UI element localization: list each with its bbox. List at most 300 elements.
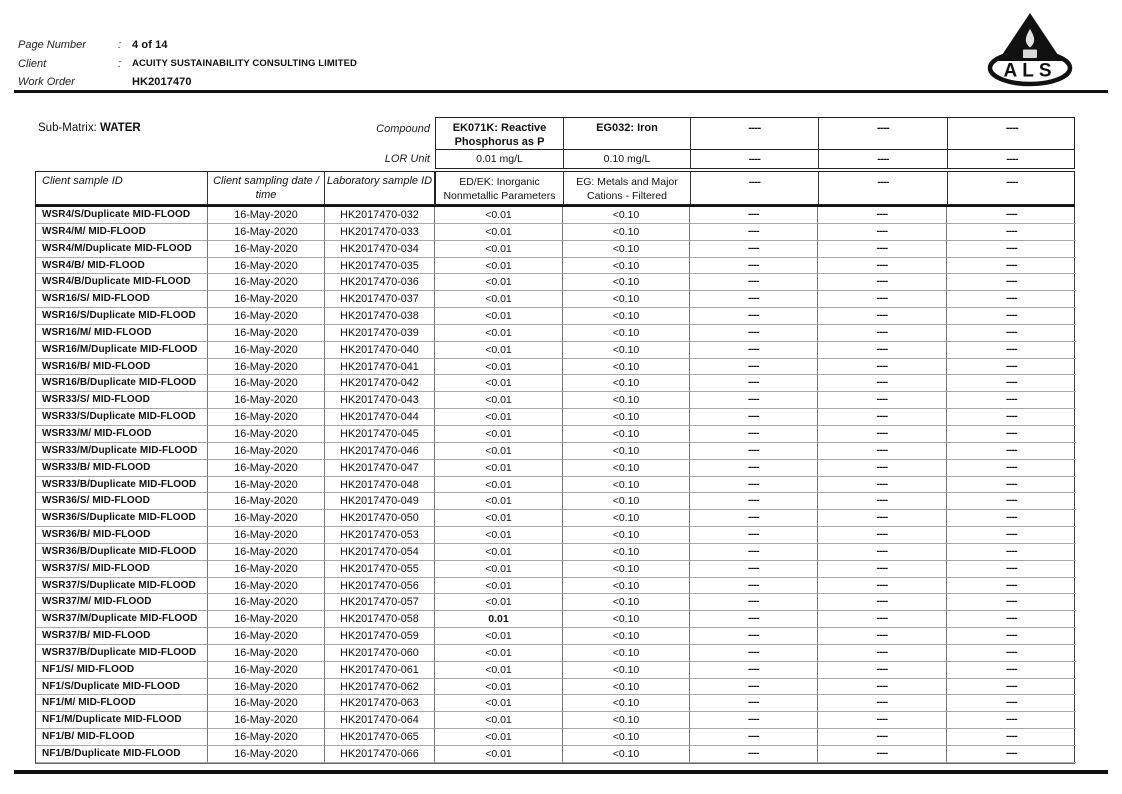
client-colon: : xyxy=(118,57,122,70)
lab-sample-id: HK2017470-037 xyxy=(325,291,435,308)
empty-result: ---- xyxy=(690,729,818,746)
result-value: <0.10 xyxy=(563,392,690,409)
result-value: <0.10 xyxy=(563,409,690,426)
empty-result: ---- xyxy=(690,628,818,645)
result-value: <0.01 xyxy=(435,443,563,460)
result-value: <0.01 xyxy=(435,325,563,342)
sampling-date-header: Client sampling date / time xyxy=(208,172,325,204)
lab-sample-id: HK2017470-056 xyxy=(325,578,435,595)
result-value: <0.10 xyxy=(563,291,690,308)
result-value: <0.10 xyxy=(563,527,690,544)
compound-name: EK071K: Reactive Phosphorus as P xyxy=(436,118,564,149)
empty-result: ---- xyxy=(947,308,1076,325)
empty-result: ---- xyxy=(818,493,947,510)
result-value: <0.01 xyxy=(435,426,563,443)
result-value: <0.01 xyxy=(435,359,563,376)
result-value: <0.10 xyxy=(563,274,690,291)
result-value: <0.01 xyxy=(435,695,563,712)
empty-result: ---- xyxy=(818,578,947,595)
empty-result: ---- xyxy=(690,662,818,679)
empty-result: ---- xyxy=(947,207,1076,224)
empty-result: ---- xyxy=(818,291,947,308)
client-sample-id: WSR16/B/Duplicate MID-FLOOD xyxy=(36,375,208,392)
work-order-row xyxy=(18,73,357,92)
empty-result: ---- xyxy=(818,477,947,494)
client-sample-id: WSR37/B/Duplicate MID-FLOOD xyxy=(36,645,208,662)
sampling-date: 16-May-2020 xyxy=(208,746,325,763)
empty-compound-group: ---- xyxy=(691,172,819,204)
lab-sample-id: HK2017470-036 xyxy=(325,274,435,291)
empty-result: ---- xyxy=(818,207,947,224)
sampling-date: 16-May-2020 xyxy=(208,241,325,258)
sampling-date: 16-May-2020 xyxy=(208,460,325,477)
client-sample-id-header: Client sample ID xyxy=(36,172,208,204)
result-value: <0.10 xyxy=(563,241,690,258)
submatrix-value: WATER xyxy=(100,122,141,134)
compound-name: EG032: Iron xyxy=(564,118,691,149)
empty-result: ---- xyxy=(818,241,947,258)
empty-result: ---- xyxy=(818,392,947,409)
sampling-date: 16-May-2020 xyxy=(208,695,325,712)
client-sample-id: WSR33/B/Duplicate MID-FLOOD xyxy=(36,477,208,494)
client-sample-id: WSR33/S/Duplicate MID-FLOOD xyxy=(36,409,208,426)
result-value: <0.01 xyxy=(435,561,563,578)
result-value: <0.01 xyxy=(435,342,563,359)
empty-result: ---- xyxy=(690,611,818,628)
lab-sample-id: HK2017470-048 xyxy=(325,477,435,494)
result-value: <0.01 xyxy=(435,207,563,224)
result-value: <0.10 xyxy=(563,426,690,443)
sampling-date: 16-May-2020 xyxy=(208,291,325,308)
result-value: <0.01 xyxy=(435,477,563,494)
empty-result: ---- xyxy=(947,375,1076,392)
result-value: <0.01 xyxy=(435,628,563,645)
empty-result: ---- xyxy=(947,342,1076,359)
empty-result: ---- xyxy=(947,561,1076,578)
empty-result: ---- xyxy=(690,695,818,712)
result-value: <0.01 xyxy=(435,308,563,325)
client-sample-id: NF1/B/ MID-FLOOD xyxy=(36,729,208,746)
sampling-date: 16-May-2020 xyxy=(208,594,325,611)
client-sample-id: NF1/M/ MID-FLOOD xyxy=(36,695,208,712)
empty-result: ---- xyxy=(690,325,818,342)
client-sample-id: WSR36/B/ MID-FLOOD xyxy=(36,527,208,544)
result-value: <0.10 xyxy=(563,258,690,275)
empty-result: ---- xyxy=(818,527,947,544)
result-value: <0.01 xyxy=(435,544,563,561)
empty-result: ---- xyxy=(690,460,818,477)
result-value: <0.01 xyxy=(435,291,563,308)
empty-result: ---- xyxy=(947,611,1076,628)
lab-sample-id: HK2017470-038 xyxy=(325,308,435,325)
empty-result: ---- xyxy=(690,207,818,224)
lab-sample-id: HK2017470-054 xyxy=(325,544,435,561)
empty-result: ---- xyxy=(690,392,818,409)
client-sample-id: WSR37/M/ MID-FLOOD xyxy=(36,594,208,611)
sampling-date: 16-May-2020 xyxy=(208,359,325,376)
empty-result: ---- xyxy=(690,561,818,578)
empty-result: ---- xyxy=(947,594,1076,611)
client-sample-id: WSR37/B/ MID-FLOOD xyxy=(36,628,208,645)
empty-compound-name: ---- xyxy=(819,118,948,149)
lab-sample-id: HK2017470-032 xyxy=(325,207,435,224)
result-value: <0.10 xyxy=(563,359,690,376)
empty-result: ---- xyxy=(947,645,1076,662)
result-value: <0.10 xyxy=(563,224,690,241)
sampling-date: 16-May-2020 xyxy=(208,443,325,460)
empty-result: ---- xyxy=(818,443,947,460)
result-value: <0.10 xyxy=(563,325,690,342)
empty-compound-name: ---- xyxy=(691,118,819,149)
client-row xyxy=(18,55,357,74)
empty-result: ---- xyxy=(690,409,818,426)
lab-sample-id: HK2017470-041 xyxy=(325,359,435,376)
empty-result: ---- xyxy=(947,628,1076,645)
empty-result: ---- xyxy=(947,426,1076,443)
client-sample-id: NF1/S/ MID-FLOOD xyxy=(36,662,208,679)
result-value: <0.10 xyxy=(563,342,690,359)
lab-sample-id: HK2017470-065 xyxy=(325,729,435,746)
client-sample-id: WSR33/S/ MID-FLOOD xyxy=(36,392,208,409)
sampling-date: 16-May-2020 xyxy=(208,729,325,746)
lab-sample-id: HK2017470-050 xyxy=(325,510,435,527)
result-value: <0.01 xyxy=(435,224,563,241)
empty-result: ---- xyxy=(947,325,1076,342)
lab-sample-id: HK2017470-059 xyxy=(325,628,435,645)
empty-result: ---- xyxy=(818,409,947,426)
empty-result: ---- xyxy=(818,544,947,561)
empty-result: ---- xyxy=(947,493,1076,510)
sampling-date: 16-May-2020 xyxy=(208,628,325,645)
empty-compound-lor: ---- xyxy=(819,150,948,168)
sampling-date: 16-May-2020 xyxy=(208,611,325,628)
empty-compound-name: ---- xyxy=(1005,122,1019,134)
client-sample-id: NF1/S/Duplicate MID-FLOOD xyxy=(36,679,208,696)
empty-result: ---- xyxy=(818,645,947,662)
empty-result: ---- xyxy=(818,426,947,443)
empty-result: ---- xyxy=(818,594,947,611)
sampling-date: 16-May-2020 xyxy=(208,392,325,409)
client-sample-id: WSR4/M/ MID-FLOOD xyxy=(36,224,208,241)
empty-result: ---- xyxy=(690,308,818,325)
empty-compound-group: ---- xyxy=(1006,176,1018,188)
empty-result: ---- xyxy=(947,392,1076,409)
lab-sample-id-header: Laboratory sample ID xyxy=(326,175,433,187)
client-sample-id: WSR33/B/ MID-FLOOD xyxy=(36,460,208,477)
lab-sample-id: HK2017470-066 xyxy=(325,746,435,763)
sampling-date: 16-May-2020 xyxy=(208,662,325,679)
work-order-value: HK2017470 xyxy=(132,76,192,89)
client-sample-id: WSR33/M/Duplicate MID-FLOOD xyxy=(36,443,208,460)
client-sample-id: WSR36/S/ MID-FLOOD xyxy=(36,493,208,510)
empty-result: ---- xyxy=(947,224,1076,241)
sampling-date: 16-May-2020 xyxy=(208,544,325,561)
empty-result: ---- xyxy=(690,359,818,376)
empty-result: ---- xyxy=(947,527,1076,544)
empty-result: ---- xyxy=(818,274,947,291)
data-grid xyxy=(35,207,1075,764)
sampling-date: 16-May-2020 xyxy=(208,527,325,544)
lab-sample-id: HK2017470-040 xyxy=(325,342,435,359)
empty-compound-lor: ---- xyxy=(691,150,819,168)
compound-header-box xyxy=(435,117,1075,169)
result-value: <0.01 xyxy=(435,409,563,426)
client-label: Client xyxy=(18,57,47,70)
result-value: <0.01 xyxy=(435,493,563,510)
client-sample-id: WSR33/M/ MID-FLOOD xyxy=(36,426,208,443)
lab-sample-id: HK2017470-061 xyxy=(325,662,435,679)
lab-sample-id: HK2017470-044 xyxy=(325,409,435,426)
header-rule xyxy=(14,90,1108,93)
result-value: <0.10 xyxy=(563,578,690,595)
client-sample-id: WSR16/B/ MID-FLOOD xyxy=(36,359,208,376)
lab-sample-id: HK2017470-034 xyxy=(325,241,435,258)
empty-result: ---- xyxy=(690,645,818,662)
client-sample-id: NF1/B/Duplicate MID-FLOOD xyxy=(36,746,208,763)
empty-result: ---- xyxy=(690,578,818,595)
empty-result: ---- xyxy=(818,746,947,763)
client-sample-id: WSR36/B/Duplicate MID-FLOOD xyxy=(36,544,208,561)
result-value: <0.01 xyxy=(435,258,563,275)
result-value: <0.01 xyxy=(435,712,563,729)
client-sample-id: WSR16/M/ MID-FLOOD xyxy=(36,325,208,342)
empty-result: ---- xyxy=(818,510,947,527)
result-value: <0.01 xyxy=(435,460,563,477)
result-value: <0.10 xyxy=(563,695,690,712)
sample-id-header-box xyxy=(35,171,435,205)
compound-lor: 0.01 mg/L xyxy=(436,150,564,168)
compound-lor-row xyxy=(436,150,1074,168)
result-value: <0.01 xyxy=(435,645,563,662)
result-value: <0.01 xyxy=(435,578,563,595)
client-sample-id: WSR4/B/ MID-FLOOD xyxy=(36,258,208,275)
result-value: <0.01 xyxy=(435,729,563,746)
als-logo-icon xyxy=(983,8,1073,88)
report-header-fields xyxy=(18,36,357,92)
empty-result: ---- xyxy=(690,274,818,291)
empty-result: ---- xyxy=(818,695,947,712)
sampling-date: 16-May-2020 xyxy=(208,308,325,325)
compound-label: Compound xyxy=(376,123,430,135)
empty-result: ---- xyxy=(818,359,947,376)
empty-result: ---- xyxy=(818,342,947,359)
empty-result: ---- xyxy=(690,375,818,392)
result-value: <0.10 xyxy=(563,594,690,611)
result-value: <0.01 xyxy=(435,392,563,409)
sampling-date: 16-May-2020 xyxy=(208,342,325,359)
page-number-label: Page Number xyxy=(18,39,86,52)
compound-group-row xyxy=(436,172,1074,204)
result-value: <0.10 xyxy=(563,679,690,696)
empty-result: ---- xyxy=(690,342,818,359)
empty-result: ---- xyxy=(947,510,1076,527)
lab-sample-id: HK2017470-057 xyxy=(325,594,435,611)
result-value: <0.01 xyxy=(435,746,563,763)
empty-result: ---- xyxy=(690,594,818,611)
empty-result: ---- xyxy=(690,426,818,443)
sample-id-header-row xyxy=(36,172,434,204)
empty-result: ---- xyxy=(690,679,818,696)
empty-result: ---- xyxy=(947,477,1076,494)
client-sample-id: WSR16/S/ MID-FLOOD xyxy=(36,291,208,308)
sampling-date: 16-May-2020 xyxy=(208,645,325,662)
sampling-date: 16-May-2020 xyxy=(208,712,325,729)
svg-text:ALS: ALS xyxy=(1003,60,1057,82)
result-value: <0.10 xyxy=(563,628,690,645)
als-logo xyxy=(983,8,1073,93)
compound-group: EG: Metals and Major Cations - Filtered xyxy=(564,172,691,204)
empty-result: ---- xyxy=(818,729,947,746)
client-sample-id: WSR37/S/ MID-FLOOD xyxy=(36,561,208,578)
sampling-date: 16-May-2020 xyxy=(208,224,325,241)
sampling-date: 16-May-2020 xyxy=(208,426,325,443)
empty-result: ---- xyxy=(947,746,1076,763)
client-sample-id: WSR36/S/Duplicate MID-FLOOD xyxy=(36,510,208,527)
lab-sample-id: HK2017470-042 xyxy=(325,375,435,392)
empty-result: ---- xyxy=(947,409,1076,426)
empty-result: ---- xyxy=(947,662,1076,679)
client-sample-id: WSR4/S/Duplicate MID-FLOOD xyxy=(36,207,208,224)
result-value: <0.10 xyxy=(563,443,690,460)
empty-result: ---- xyxy=(818,712,947,729)
result-value: <0.10 xyxy=(563,746,690,763)
empty-result: ---- xyxy=(690,493,818,510)
empty-result: ---- xyxy=(947,544,1076,561)
empty-result: ---- xyxy=(818,460,947,477)
empty-result: ---- xyxy=(818,224,947,241)
result-value: 0.01 xyxy=(435,611,563,628)
empty-result: ---- xyxy=(947,258,1076,275)
result-value: <0.10 xyxy=(563,477,690,494)
empty-result: ---- xyxy=(690,712,818,729)
client-sample-id: NF1/M/Duplicate MID-FLOOD xyxy=(36,712,208,729)
result-value: <0.01 xyxy=(435,662,563,679)
page-number-value: 4 of 14 xyxy=(132,39,168,52)
sampling-date: 16-May-2020 xyxy=(208,375,325,392)
result-value: <0.10 xyxy=(563,544,690,561)
empty-result: ---- xyxy=(947,359,1076,376)
result-value: <0.01 xyxy=(435,527,563,544)
empty-result: ---- xyxy=(947,460,1076,477)
result-value: <0.10 xyxy=(563,375,690,392)
empty-result: ---- xyxy=(690,224,818,241)
lor-unit-label: LOR Unit xyxy=(384,153,430,165)
sampling-date: 16-May-2020 xyxy=(208,578,325,595)
empty-result: ---- xyxy=(947,729,1076,746)
sampling-date: 16-May-2020 xyxy=(208,679,325,696)
sampling-date: 16-May-2020 xyxy=(208,258,325,275)
lab-sample-id: HK2017470-058 xyxy=(325,611,435,628)
empty-result: ---- xyxy=(818,325,947,342)
lab-sample-id: HK2017470-049 xyxy=(325,493,435,510)
empty-result: ---- xyxy=(690,291,818,308)
page-number-colon: : xyxy=(118,39,122,52)
lab-sample-id: HK2017470-039 xyxy=(325,325,435,342)
result-value: <0.10 xyxy=(563,493,690,510)
result-value: <0.01 xyxy=(435,375,563,392)
lab-sample-id: HK2017470-035 xyxy=(325,258,435,275)
result-value: <0.10 xyxy=(563,207,690,224)
lab-sample-id: HK2017470-063 xyxy=(325,695,435,712)
empty-result: ---- xyxy=(947,274,1076,291)
lab-sample-id: HK2017470-055 xyxy=(325,561,435,578)
work-order-label: Work Order xyxy=(18,76,75,89)
client-sample-id: WSR16/S/Duplicate MID-FLOOD xyxy=(36,308,208,325)
empty-result: ---- xyxy=(947,679,1076,696)
sampling-date: 16-May-2020 xyxy=(208,274,325,291)
empty-compound-group: ---- xyxy=(819,172,948,204)
result-value: <0.10 xyxy=(563,561,690,578)
empty-result: ---- xyxy=(818,375,947,392)
result-value: <0.01 xyxy=(435,241,563,258)
lab-sample-id: HK2017470-060 xyxy=(325,645,435,662)
client-sample-id: WSR16/M/Duplicate MID-FLOOD xyxy=(36,342,208,359)
empty-result: ---- xyxy=(690,241,818,258)
result-value: <0.10 xyxy=(563,308,690,325)
result-value: <0.10 xyxy=(563,712,690,729)
sampling-date: 16-May-2020 xyxy=(208,477,325,494)
sampling-date: 16-May-2020 xyxy=(208,409,325,426)
sampling-date: 16-May-2020 xyxy=(208,561,325,578)
lab-sample-id: HK2017470-064 xyxy=(325,712,435,729)
result-value: <0.10 xyxy=(563,645,690,662)
submatrix-label: Sub-Matrix: xyxy=(38,122,97,134)
lab-sample-id: HK2017470-053 xyxy=(325,527,435,544)
empty-result: ---- xyxy=(818,611,947,628)
result-value: <0.01 xyxy=(435,594,563,611)
client-value: ACUITY SUSTAINABILITY CONSULTING LIMITED xyxy=(132,58,357,70)
lab-sample-id: HK2017470-045 xyxy=(325,426,435,443)
method-group-box xyxy=(435,171,1075,205)
empty-result: ---- xyxy=(690,443,818,460)
result-value: <0.01 xyxy=(435,679,563,696)
sampling-date: 16-May-2020 xyxy=(208,325,325,342)
empty-compound-lor: ---- xyxy=(1006,153,1018,165)
page-number-row xyxy=(18,36,357,55)
empty-result: ---- xyxy=(690,746,818,763)
empty-result: ---- xyxy=(690,477,818,494)
submatrix-line xyxy=(38,122,141,134)
empty-result: ---- xyxy=(818,258,947,275)
empty-result: ---- xyxy=(947,443,1076,460)
empty-result: ---- xyxy=(690,258,818,275)
sampling-date: 16-May-2020 xyxy=(208,493,325,510)
compound-group: ED/EK: Inorganic Nonmetallic Parameters xyxy=(436,172,564,204)
compound-name-row xyxy=(436,118,1074,150)
result-value: <0.10 xyxy=(563,510,690,527)
result-value: <0.10 xyxy=(563,460,690,477)
empty-result: ---- xyxy=(818,679,947,696)
result-value: <0.10 xyxy=(563,729,690,746)
empty-result: ---- xyxy=(818,662,947,679)
empty-result: ---- xyxy=(818,628,947,645)
footer-rule xyxy=(14,770,1108,774)
result-value: <0.10 xyxy=(563,611,690,628)
empty-result: ---- xyxy=(690,510,818,527)
result-value: <0.10 xyxy=(563,662,690,679)
empty-result: ---- xyxy=(947,695,1076,712)
empty-result: ---- xyxy=(690,527,818,544)
empty-result: ---- xyxy=(690,544,818,561)
lab-sample-id: HK2017470-043 xyxy=(325,392,435,409)
result-value: <0.01 xyxy=(435,274,563,291)
empty-result: ---- xyxy=(947,578,1076,595)
sampling-date: 16-May-2020 xyxy=(208,207,325,224)
lab-sample-id: HK2017470-047 xyxy=(325,460,435,477)
empty-result: ---- xyxy=(818,561,947,578)
lab-sample-id: HK2017470-033 xyxy=(325,224,435,241)
lab-sample-id: HK2017470-062 xyxy=(325,679,435,696)
